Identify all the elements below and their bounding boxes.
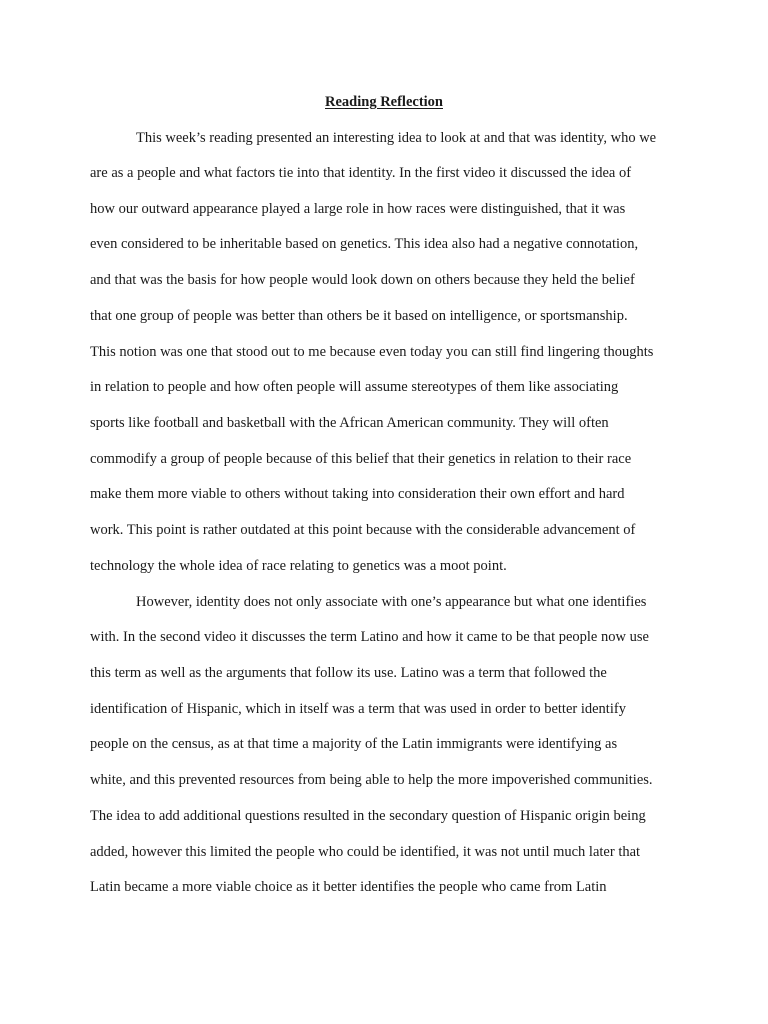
paragraph-2-line: The idea to add additional questions resulted in the secondary question of Hispanic origin being [90, 808, 646, 824]
paragraph-1-line: make them more viable to others without taking into consideration their own effort and hard [90, 486, 625, 502]
paragraph-1-line: technology the whole idea of race relating to genetics was a moot point. [90, 558, 507, 574]
paragraph-2-line: white, and this prevented resources from being able to help the more impoverished communities. [90, 772, 653, 788]
paragraph-1-line: that one group of people was better than others be it based on intelligence, or sportsmanship. [90, 308, 628, 324]
paragraph-1-line: in relation to people and how often people will assume stereotypes of them like associating [90, 379, 619, 395]
paragraph-2-line: identification of Hispanic, which in itself was a term that was used in order to better identify [90, 701, 626, 717]
paragraph-2-line: Latin became a more viable choice as it better identifies the people who came from Latin [90, 879, 607, 895]
paragraph-2-line: with. In the second video it discusses the term Latino and how it came to be that people now use [90, 629, 649, 645]
paragraph-2-line: added, however this limited the people who could be identified, it was not until much later that [90, 844, 641, 860]
paragraph-1-line: This week’s reading presented an interesting idea to look at and that was identity, who we [136, 130, 657, 146]
paragraph-1-line: even considered to be inheritable based on genetics. This idea also had a negative connotation, [90, 236, 639, 252]
paragraph-1-line: are as a people and what factors tie into that identity. In the first video it discussed the idea of [90, 165, 632, 181]
paragraph-1-line: commodify a group of people because of this belief that their genetics in relation to their race [90, 451, 632, 467]
paragraph-2-line: this term as well as the arguments that follow its use. Latino was a term that followed the [90, 665, 607, 681]
paragraph-1-line: sports like football and basketball with the African American community. They will often [90, 415, 609, 431]
document-title: Reading Reflection [325, 94, 443, 110]
paragraph-1-line: work. This point is rather outdated at this point because with the considerable advancement of [90, 522, 636, 538]
paragraph-2-line: However, identity does not only associate with one’s appearance but what one identifies [136, 594, 647, 610]
paragraph-1-line: This notion was one that stood out to me because even today you can still find lingering thoughts [90, 344, 654, 360]
paragraph-1-line: how our outward appearance played a large role in how races were distinguished, that it was [90, 201, 626, 217]
paragraph-1-line: and that was the basis for how people would look down on others because they held the belief [90, 272, 635, 288]
paragraph-2-line: people on the census, as at that time a majority of the Latin immigrants were identifying as [90, 736, 618, 752]
